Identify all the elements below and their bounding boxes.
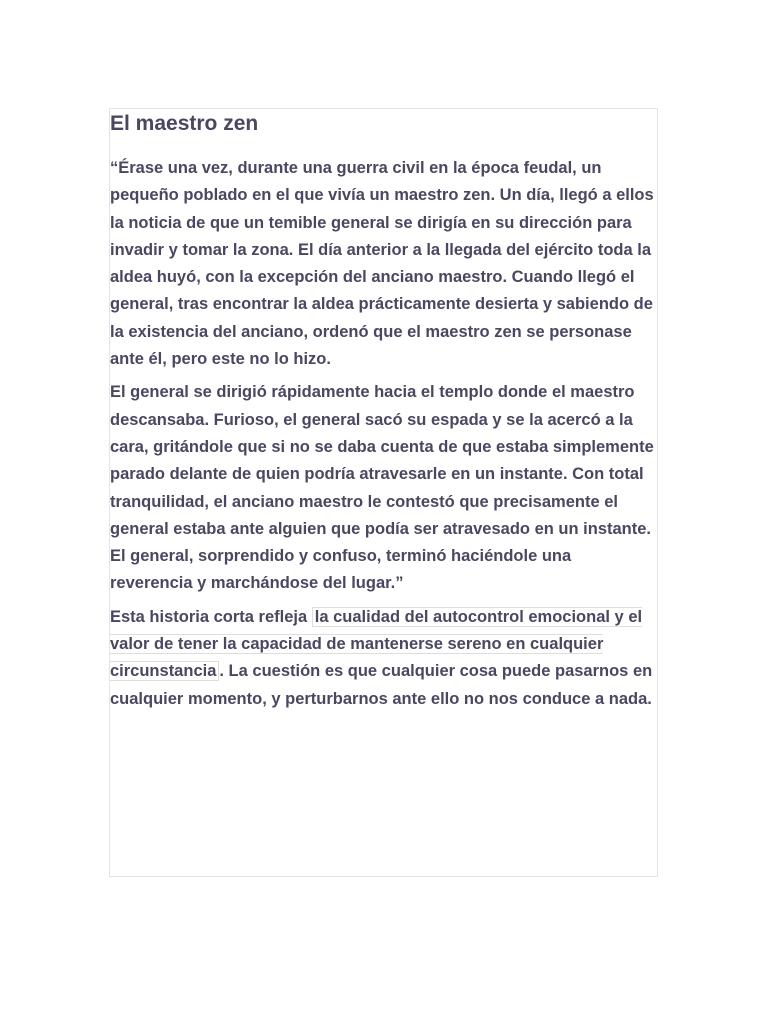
paragraph-3	[110, 604, 655, 713]
paragraph-3-start: Esta historia corta refleja	[110, 607, 312, 626]
paragraph-2: El general se dirigió rápidamente hacia el templo donde el maestro descansaba. Furioso, el general sacó su espada y se la acercó a la cara, gritándole que si no se daba cuenta de que estaba simplemente parado delante de quien podría atravesarle en un instante. Con total tranquilidad, el anciano maestro le contestó que precisamente el general estaba ante alguien que podía ser atravesado en un instante. El general, sorprendido y confuso, terminó haciéndole una reverencia y marchándose del lugar.”	[110, 383, 654, 593]
highlighted-link[interactable]: la cualidad del autocontrol emocional y el valor de tener la capacidad de mantenerse sereno en cualquier circunstancia	[110, 607, 643, 681]
article-title: El maestro zen	[110, 112, 259, 135]
paragraph-1: “Érase una vez, durante una guerra civil en la época feudal, un pequeño poblado en el que vivía un maestro zen. Un día, llegó a ellos la noticia de que un temible general se dirigía en su dirección para invadir y tomar la zona. El día anterior a la llegada del ejército toda la aldea huyó, con la excepción del anciano maestro. Cuando llegó el general, tras encontrar la aldea prácticamente desierta y sabiendo de la existencia del anciano, ordenó que el maestro zen se personase ante él, pero este no lo hizo.	[110, 159, 654, 369]
paragraph-3-end: . La cuestión es que cualquier cosa puede pasarnos en cualquier momento, y perturbarnos ante ello no nos conduce a nada.	[110, 662, 653, 708]
article	[110, 109, 655, 713]
